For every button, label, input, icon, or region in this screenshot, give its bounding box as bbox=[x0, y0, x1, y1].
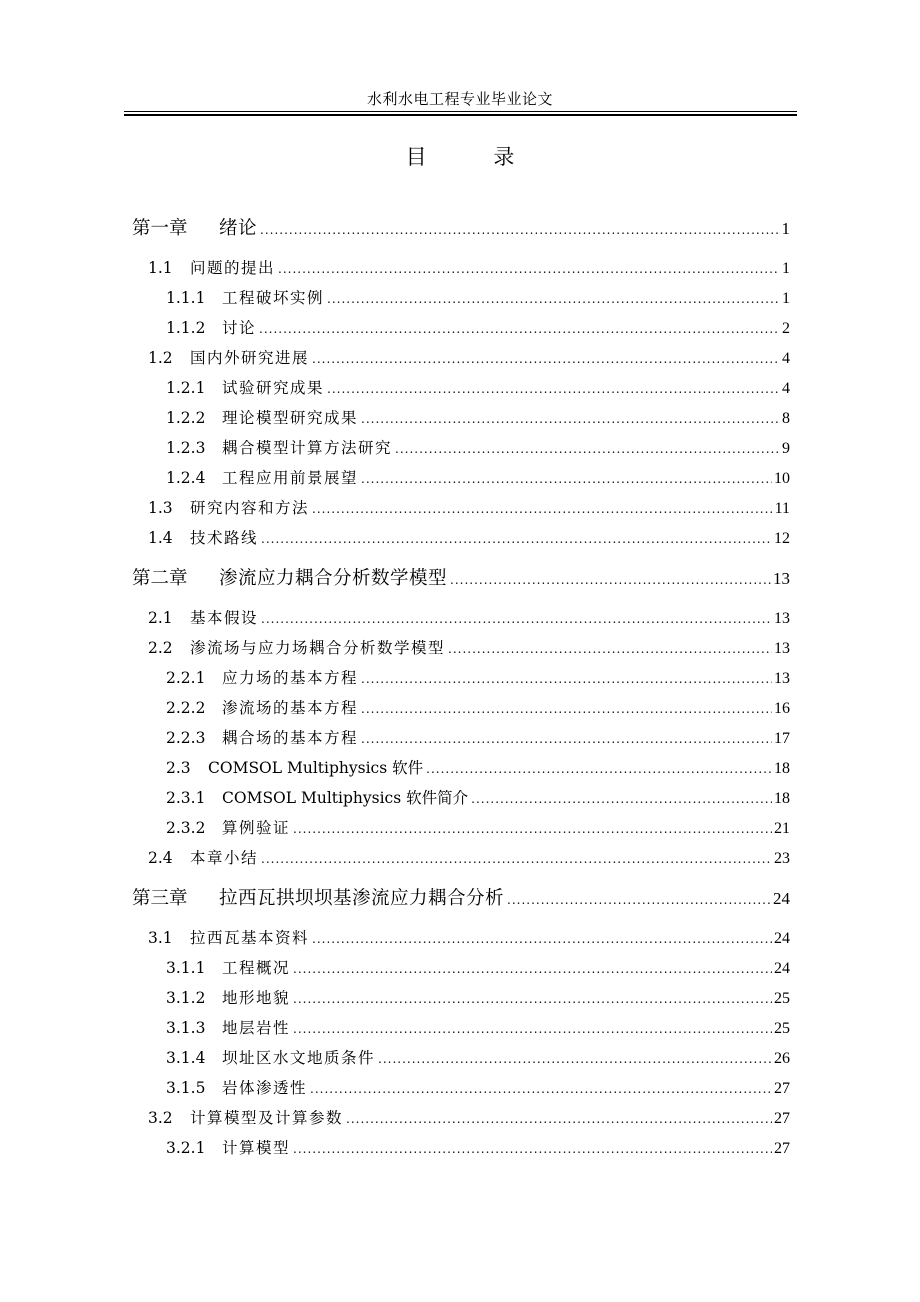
toc-leader-dots bbox=[312, 498, 773, 520]
toc-entry-label: 工程概况 bbox=[222, 959, 291, 977]
toc-entry-label: 计算模型 bbox=[222, 1139, 291, 1157]
toc-entry-page: 13 bbox=[774, 610, 790, 627]
toc-entry[interactable] bbox=[166, 467, 790, 489]
toc-entry[interactable] bbox=[166, 987, 790, 1009]
toc-entry-number: 2.2 bbox=[148, 639, 173, 657]
toc-entry[interactable] bbox=[166, 287, 790, 309]
toc-entry-label: 工程应用前景展望 bbox=[222, 469, 359, 487]
toc-entry-label: 耦合模型计算方法研究 bbox=[222, 439, 393, 457]
toc-entry[interactable] bbox=[148, 347, 790, 369]
toc-entry-number: 3.2 bbox=[148, 1109, 173, 1127]
toc-entry-page: 4 bbox=[782, 350, 790, 367]
toc-leader-dots bbox=[293, 818, 772, 840]
toc-entry-number: 第二章 bbox=[132, 568, 188, 589]
toc-entry-page: 18 bbox=[774, 760, 790, 777]
toc-entry-number: 1.1 bbox=[148, 259, 173, 277]
toc-entry-label: 渗流应力耦合分析数学模型 bbox=[219, 568, 448, 589]
toc-leader-dots bbox=[361, 698, 772, 720]
toc-entry-label: 技术路线 bbox=[190, 529, 259, 547]
toc-entry-page: 13 bbox=[774, 670, 790, 687]
toc-leader-dots bbox=[327, 288, 780, 310]
toc-leader-dots bbox=[346, 1108, 772, 1130]
toc-entry-number: 3.1.5 bbox=[166, 1079, 206, 1097]
toc-entry-page: 25 bbox=[774, 1020, 790, 1037]
toc-entry[interactable] bbox=[166, 727, 790, 749]
toc-entry-page: 12 bbox=[774, 530, 790, 547]
toc-entry-page: 26 bbox=[774, 1050, 790, 1067]
toc-entry[interactable] bbox=[148, 927, 790, 949]
toc-leader-dots bbox=[361, 668, 772, 690]
toc-entry[interactable] bbox=[148, 637, 790, 659]
toc-leader-dots bbox=[378, 1048, 772, 1070]
toc-entry-number: 3.1.2 bbox=[166, 989, 206, 1007]
toc-entry[interactable] bbox=[166, 667, 790, 689]
toc-leader-dots bbox=[312, 928, 772, 950]
toc-entry-number: 1.1.1 bbox=[166, 289, 206, 307]
toc-entry-label: 拉西瓦基本资料 bbox=[190, 929, 310, 947]
toc-entry[interactable] bbox=[166, 1047, 790, 1069]
toc-entry-number: 2.2.2 bbox=[166, 699, 206, 717]
toc-entry-page: 1 bbox=[782, 260, 790, 277]
toc-entry-number: 1.4 bbox=[148, 529, 173, 547]
toc-entry-page: 27 bbox=[774, 1080, 790, 1097]
toc-entry-label: 应力场的基本方程 bbox=[222, 669, 359, 687]
toc-entry[interactable] bbox=[148, 607, 790, 629]
toc-entry-number: 第三章 bbox=[132, 888, 188, 909]
toc-entry-label: 研究内容和方法 bbox=[190, 499, 310, 517]
toc-entry-label: 计算模型及计算参数 bbox=[190, 1109, 344, 1127]
toc-entry-page: 27 bbox=[774, 1140, 790, 1157]
toc-entry-label: 工程破坏实例 bbox=[222, 289, 325, 307]
toc-entry[interactable] bbox=[166, 407, 790, 429]
toc-leader-dots bbox=[278, 258, 780, 280]
toc-leader-dots bbox=[293, 1138, 772, 1160]
toc-entry-number: 3.1.1 bbox=[166, 959, 206, 977]
toc-entry-label: 基本假设 bbox=[190, 609, 259, 627]
toc-leader-dots bbox=[395, 438, 780, 460]
toc-entry-label: 绪论 bbox=[219, 218, 258, 239]
toc-entry[interactable] bbox=[148, 1107, 790, 1129]
toc-entry-page: 10 bbox=[774, 470, 790, 487]
toc-leader-dots bbox=[261, 608, 772, 630]
toc-entry-number: 1.2.2 bbox=[166, 409, 206, 427]
toc-entry-page: 27 bbox=[774, 1110, 790, 1127]
toc-entry-page: 1 bbox=[781, 219, 790, 238]
toc-leader-dots bbox=[507, 887, 771, 913]
toc-entry-number: 2.3.1 bbox=[166, 789, 206, 807]
toc-entry-number: 1.3 bbox=[148, 499, 173, 517]
toc-entry-label: 坝址区水文地质条件 bbox=[222, 1049, 376, 1067]
toc-entry-label: 渗流场与应力场耦合分析数学模型 bbox=[190, 639, 446, 657]
toc-leader-dots bbox=[312, 348, 780, 370]
toc-entry-label: 地形地貌 bbox=[222, 989, 291, 1007]
toc-entry[interactable] bbox=[166, 957, 790, 979]
toc-entry[interactable] bbox=[166, 697, 790, 719]
toc-title: 目 录 bbox=[405, 145, 545, 169]
toc-entry-number: 1.1.2 bbox=[166, 319, 206, 337]
toc-entry-page: 13 bbox=[774, 640, 790, 657]
toc-entry-label: 理论模型研究成果 bbox=[222, 409, 359, 427]
toc-entry-page: 24 bbox=[773, 889, 790, 908]
toc-entry-label: COMSOL Multiphysics 软件 bbox=[208, 759, 424, 777]
toc-leader-dots bbox=[426, 758, 772, 780]
toc-entry[interactable] bbox=[166, 1077, 790, 1099]
toc-entry-number: 第一章 bbox=[132, 218, 188, 239]
toc-entry-page: 24 bbox=[774, 930, 790, 947]
toc-entry[interactable] bbox=[166, 1137, 790, 1159]
toc-entry-number: 2.2.3 bbox=[166, 729, 206, 747]
toc-leader-dots bbox=[361, 468, 772, 490]
toc-entry-label: 耦合场的基本方程 bbox=[222, 729, 359, 747]
toc-leader-dots bbox=[471, 788, 772, 810]
toc-entry-number: 1.2.3 bbox=[166, 439, 206, 457]
toc-entry-number: 2.3.2 bbox=[166, 819, 206, 837]
toc-leader-dots bbox=[261, 848, 772, 870]
toc-entry-page: 17 bbox=[774, 730, 790, 747]
toc-entry-page: 18 bbox=[774, 790, 790, 807]
toc-entry-label: 地层岩性 bbox=[222, 1019, 291, 1037]
toc-leader-dots bbox=[361, 728, 772, 750]
toc-entry-label: 拉西瓦拱坝坝基渗流应力耦合分析 bbox=[219, 888, 505, 909]
toc-entry-label: 算例验证 bbox=[222, 819, 291, 837]
toc-entry[interactable] bbox=[166, 1017, 790, 1039]
toc-entry-page: 24 bbox=[774, 960, 790, 977]
toc-leader-dots bbox=[448, 638, 772, 660]
toc-entry-number: 2.3 bbox=[166, 759, 191, 777]
toc-entry-number: 2.4 bbox=[148, 849, 173, 867]
toc-entry-page: 2 bbox=[782, 320, 790, 337]
toc-leader-dots bbox=[293, 1018, 772, 1040]
toc-entry[interactable] bbox=[166, 757, 790, 779]
toc-entry-label: 问题的提出 bbox=[190, 259, 276, 277]
toc-entry-page: 1 bbox=[782, 290, 790, 307]
toc-entry-page: 4 bbox=[782, 380, 790, 397]
toc-entry[interactable] bbox=[166, 317, 790, 339]
toc-leader-dots bbox=[361, 408, 780, 430]
toc-entry[interactable] bbox=[148, 847, 790, 869]
toc-entry-label: 本章小结 bbox=[190, 849, 259, 867]
toc-chapter-entry[interactable] bbox=[132, 886, 790, 912]
toc-entry-number: 3.1 bbox=[148, 929, 173, 947]
toc-leader-dots bbox=[310, 1078, 772, 1100]
toc-entry-page: 23 bbox=[774, 850, 790, 867]
toc-chapter-entry[interactable] bbox=[132, 566, 790, 592]
toc-entry[interactable] bbox=[166, 437, 790, 459]
toc-entry-number: 2.1 bbox=[148, 609, 173, 627]
toc-entry[interactable] bbox=[148, 497, 790, 519]
toc-entry-label: COMSOL Multiphysics 软件简介 bbox=[222, 789, 469, 807]
toc-entry-page: 25 bbox=[774, 990, 790, 1007]
toc-entry-label: 试验研究成果 bbox=[222, 379, 325, 397]
toc-entry-label: 渗流场的基本方程 bbox=[222, 699, 359, 717]
toc-leader-dots bbox=[293, 988, 772, 1010]
toc-entry-number: 3.1.4 bbox=[166, 1049, 206, 1067]
toc-leader-dots bbox=[259, 318, 780, 340]
toc-leader-dots bbox=[260, 217, 779, 243]
page-header: 水利水电工程专业毕业论文 bbox=[366, 90, 553, 108]
toc-entry[interactable] bbox=[148, 257, 790, 279]
toc-entry-page: 13 bbox=[773, 569, 790, 588]
toc-entry-number: 1.2.4 bbox=[166, 469, 206, 487]
toc-entry-number: 1.2 bbox=[148, 349, 173, 367]
toc-entry[interactable] bbox=[148, 527, 790, 549]
toc-entry[interactable] bbox=[166, 817, 790, 839]
toc-entry-page: 11 bbox=[774, 500, 790, 517]
toc-leader-dots bbox=[450, 567, 771, 593]
toc-entry-page: 9 bbox=[782, 440, 790, 457]
toc-entry[interactable] bbox=[166, 377, 790, 399]
toc-leader-dots bbox=[261, 528, 772, 550]
toc-entry-number: 3.1.3 bbox=[166, 1019, 206, 1037]
toc-entry-number: 3.2.1 bbox=[166, 1139, 206, 1157]
toc-entry-page: 16 bbox=[774, 700, 790, 717]
toc-entry[interactable] bbox=[166, 787, 790, 809]
toc-chapter-entry[interactable] bbox=[132, 216, 790, 242]
toc-entry-page: 21 bbox=[774, 820, 790, 837]
toc-entry-label: 讨论 bbox=[222, 319, 257, 337]
toc-leader-dots bbox=[293, 958, 772, 980]
toc-entry-number: 1.2.1 bbox=[166, 379, 206, 397]
toc-entry-page: 8 bbox=[782, 410, 790, 427]
toc-entry-label: 岩体渗透性 bbox=[222, 1079, 308, 1097]
toc-entry-number: 2.2.1 bbox=[166, 669, 206, 687]
toc-entry-label: 国内外研究进展 bbox=[190, 349, 310, 367]
toc-leader-dots bbox=[327, 378, 780, 400]
